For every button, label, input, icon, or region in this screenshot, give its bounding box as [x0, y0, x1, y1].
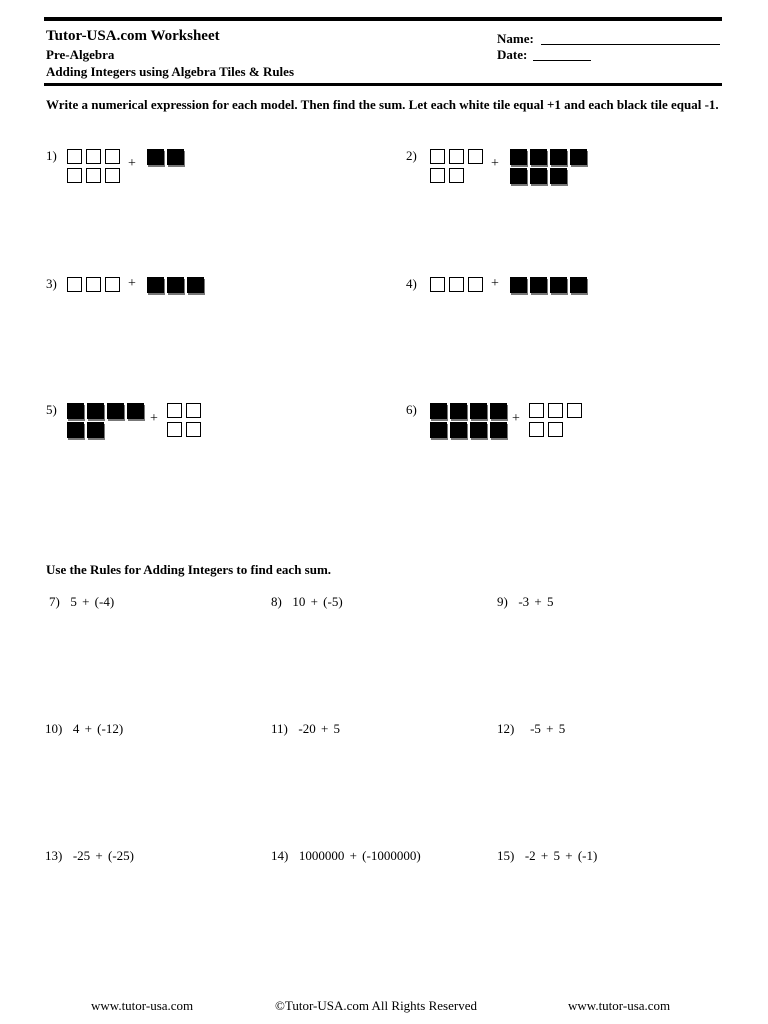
negative-tile [550, 149, 567, 165]
sum-problem [271, 594, 343, 610]
problem-number: 5) [46, 402, 57, 417]
positive-tile [86, 149, 101, 164]
expression: -2 + 5 + (-1) [524, 848, 598, 863]
negative-tile [450, 422, 467, 438]
white-tile-group [67, 149, 124, 187]
positive-tile [167, 403, 182, 418]
problem-number: 9) [497, 594, 508, 609]
negative-tile [570, 149, 587, 165]
worksheet-title: Tutor-USA.com Worksheet [46, 28, 220, 44]
negative-tile [430, 403, 447, 419]
white-tile-group [167, 403, 205, 441]
expression: -3 + 5 [518, 594, 554, 609]
expression: -20 + 5 [298, 721, 341, 736]
negative-tile [67, 403, 84, 419]
positive-tile [430, 149, 445, 164]
plus-sign: + [128, 276, 136, 291]
problem-number: 3) [46, 276, 57, 291]
negative-tile [470, 403, 487, 419]
plus-sign: + [491, 156, 499, 171]
expression: 10 + (-5) [292, 594, 343, 609]
negative-tile [67, 422, 84, 438]
positive-tile [186, 422, 201, 437]
white-tile-group [529, 403, 586, 441]
plus-sign: + [512, 411, 520, 426]
problem-number: 6) [406, 402, 417, 417]
negative-tile [510, 149, 527, 165]
positive-tile [430, 277, 445, 292]
negative-tile [530, 168, 547, 184]
expression: -25 + (-25) [72, 848, 134, 863]
negative-tile [167, 277, 184, 293]
positive-tile [186, 403, 201, 418]
negative-tile [167, 149, 184, 165]
footer-link-right[interactable]: www.tutor-usa.com [568, 998, 671, 1013]
sum-problem [497, 848, 597, 864]
problem-number: 12) [497, 721, 515, 736]
negative-tile [490, 422, 507, 438]
plus-sign: + [491, 276, 499, 291]
negative-tile [147, 149, 164, 165]
problem-number: 2) [406, 148, 417, 163]
negative-tile [87, 403, 104, 419]
negative-tile [187, 277, 204, 293]
expression: -5 + 5 [530, 721, 566, 736]
negative-tile [107, 403, 124, 419]
problem-number: 14) [271, 848, 289, 863]
positive-tile [468, 149, 483, 164]
positive-tile [86, 277, 101, 292]
subject-label: Pre-Algebra [46, 47, 115, 62]
tiles-instructions: Write a numerical expression for each model. Then find the sum. Let each white tile equal +1 and each black tile equal -1. [46, 97, 719, 112]
problem-number: 11) [271, 721, 288, 736]
black-tile-group [67, 403, 147, 441]
negative-tile [510, 168, 527, 184]
sum-problem [45, 721, 123, 737]
black-tile-group [147, 149, 227, 168]
positive-tile [449, 149, 464, 164]
positive-tile [67, 168, 82, 183]
name-label: Name: [497, 31, 534, 46]
positive-tile [105, 149, 120, 164]
negative-tile [127, 403, 144, 419]
black-tile-group [147, 277, 227, 296]
negative-tile [570, 277, 587, 293]
date-blank[interactable] [533, 60, 591, 61]
positive-tile [105, 277, 120, 292]
positive-tile [567, 403, 582, 418]
header-bottom-rule [44, 83, 722, 86]
problem-number: 1) [46, 148, 57, 163]
sum-problem [497, 721, 565, 737]
positive-tile [529, 403, 544, 418]
topic-label: Adding Integers using Algebra Tiles & Rules [46, 64, 295, 79]
negative-tile [87, 422, 104, 438]
plus-sign: + [150, 411, 158, 426]
header-top-rule [44, 17, 722, 21]
sum-problem [271, 848, 421, 864]
white-tile-group [430, 149, 487, 187]
footer-link-left[interactable]: www.tutor-usa.com [91, 998, 194, 1013]
positive-tile [529, 422, 544, 437]
problem-number: 13) [45, 848, 63, 863]
negative-tile [510, 277, 527, 293]
black-tile-group [510, 149, 590, 187]
white-tile-group [67, 277, 124, 296]
positive-tile [67, 277, 82, 292]
negative-tile [530, 277, 547, 293]
white-tile-group [430, 277, 487, 296]
negative-tile [550, 277, 567, 293]
problem-number: 10) [45, 721, 63, 736]
plus-sign: + [128, 156, 136, 171]
expression: 4 + (-12) [72, 721, 124, 736]
sum-problem [497, 594, 554, 610]
problem-number: 8) [271, 594, 282, 609]
sum-problem [49, 594, 114, 610]
name-blank[interactable] [541, 44, 720, 45]
sum-problem [271, 721, 340, 737]
black-tile-group [510, 277, 590, 296]
sum-problem [45, 848, 134, 864]
positive-tile [430, 168, 445, 183]
negative-tile [550, 168, 567, 184]
rules-instructions: Use the Rules for Adding Integers to find each sum. [46, 562, 332, 577]
expression: 1000000 + (-1000000) [298, 848, 421, 863]
positive-tile [449, 277, 464, 292]
negative-tile [147, 277, 164, 293]
expression: 5 + (-4) [70, 594, 115, 609]
positive-tile [67, 149, 82, 164]
problem-number: 7) [49, 594, 60, 609]
negative-tile [470, 422, 487, 438]
footer-copyright: ©Tutor-USA.com All Rights Reserved [275, 998, 477, 1013]
positive-tile [105, 168, 120, 183]
positive-tile [167, 422, 182, 437]
negative-tile [430, 422, 447, 438]
positive-tile [548, 403, 563, 418]
positive-tile [468, 277, 483, 292]
positive-tile [548, 422, 563, 437]
negative-tile [490, 403, 507, 419]
date-label: Date: [497, 47, 528, 62]
problem-number: 15) [497, 848, 515, 863]
negative-tile [530, 149, 547, 165]
black-tile-group [430, 403, 510, 441]
positive-tile [449, 168, 464, 183]
negative-tile [450, 403, 467, 419]
problem-number: 4) [406, 276, 417, 291]
positive-tile [86, 168, 101, 183]
